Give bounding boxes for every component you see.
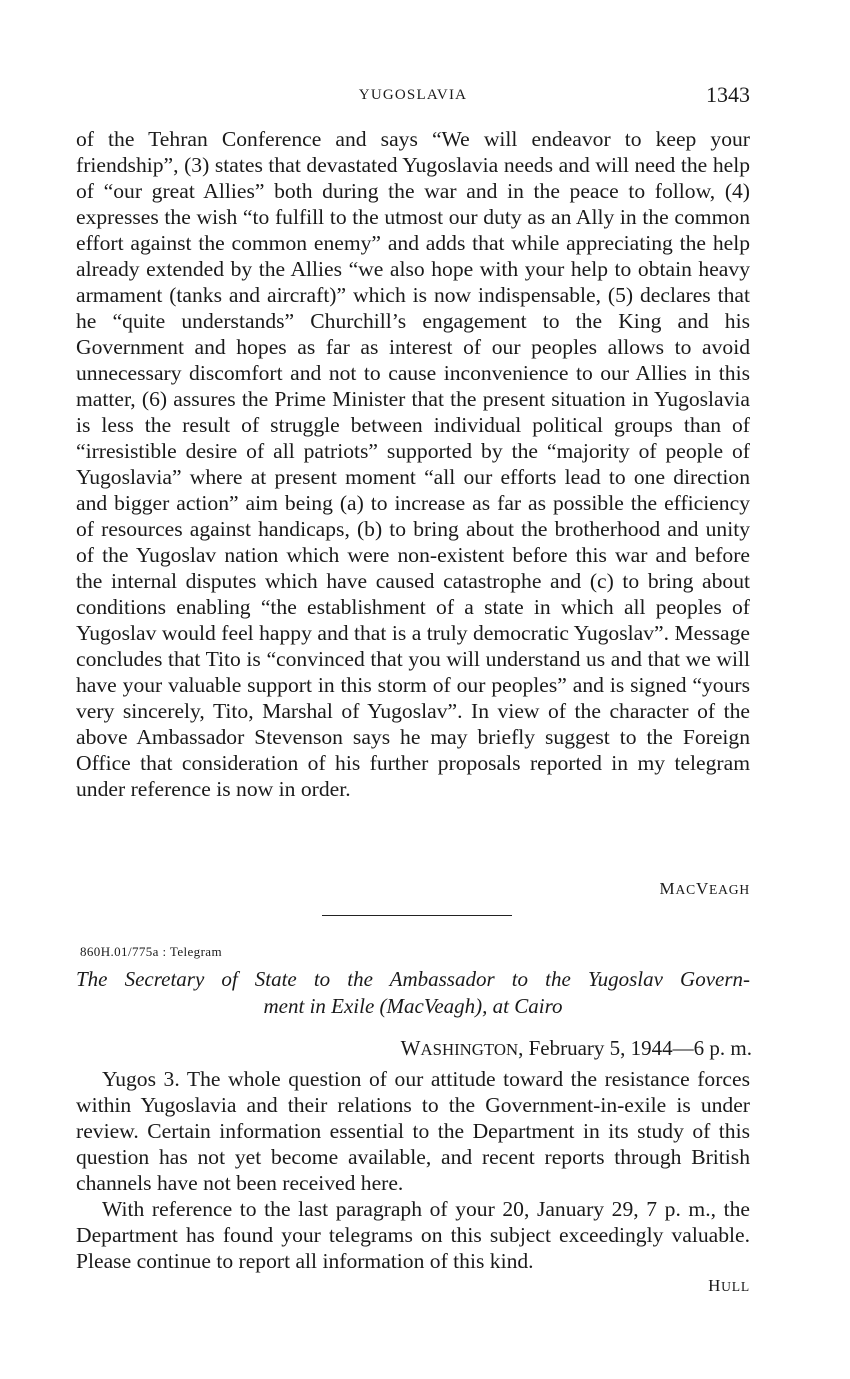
continued-paragraph xyxy=(76,126,750,802)
running-head xyxy=(76,82,750,112)
dateline: WASHINGTON, February 5, 1944—6 p. m. xyxy=(400,1036,752,1060)
heading-line-2: ment in Exile (MacVeagh), at Cairo xyxy=(263,994,563,1018)
page-number: 1343 xyxy=(706,82,750,107)
paragraph-text: of the Tehran Conference and says “We will endeavor to keep your friendship”, (3) states that devastated Yugoslavia needs and will need the help of “our great Allies” both during the war and in the peace to follow, (4) expresses the wish “to fulfill to the utmost our duty as an Ally in the common effort against the common enemy” and adds that while appreciating the help already extended by the Allies “we also hope with your help to obtain heavy armament (tanks and aircraft)” which is now indispensable, (5) declares that he “quite understands” Churchill’s engagement to the King and his Government and hopes as far as interest of our peoples allows to avoid unnecessary discomfort and not to cause inconvenience to our Allies in this matter, (6) assures the Prime Minister that the present situation in Yugoslavia is less the result of struggle between individual political groups than of “irresistible desire of all patriots” supported by the “majority of people of Yugoslavia” where at present moment “all our efforts lead to one direction and bigger action” aim being (a) to increase as far as possible the efficiency of resources against handicaps, (b) to bring about the brotherhood and unity of the Yugoslav nation which were non-existent before this war and before the internal disputes which have caused catastrophe and (c) to bring about conditions enabling “the establishment of a state in which all peoples of Yugoslav would feel happy and that is a truly democratic Yugoslav”. Message concludes that Tito is “convinced that you will understand us and that we will have your valuable support in this storm of our peoples” and is signed “yours very sincerely, Tito, Marshal of Yugoslav”. In view of the character of the above Ambassador Stevenson says he may briefly suggest to the Foreign Office that consideration of his further proposals reported in my telegram under reference is now in order. xyxy=(76,127,750,801)
telegram-paragraph-2: With reference to the last paragraph of your 20, January 29, 7 p. m., the Department has found your telegrams on this subject exceedingly valuable. Please continue to report all information of this kind. xyxy=(76,1197,750,1273)
running-title: YUGOSLAVIA xyxy=(358,87,468,103)
document-heading xyxy=(76,966,750,1020)
heading-line-1: The Secretary of State to the Ambassador to the Yugoslav Govern- xyxy=(76,967,750,991)
telegram-body xyxy=(76,1066,750,1274)
signature-macveagh: MACVEAGH xyxy=(659,879,750,898)
file-reference: 860H.01/775a : Telegram xyxy=(80,944,222,959)
signature-hull: HULL xyxy=(708,1276,750,1295)
telegram-paragraph-1: Yugos 3. The whole question of our attitude toward the resistance forces within Yugoslavia and their relations to the Government-in-exile is under review. Certain information essential to the Department in its study of this question has not yet become available, and recent reports through British channels have not been received here. xyxy=(76,1067,750,1195)
section-divider xyxy=(322,915,512,916)
